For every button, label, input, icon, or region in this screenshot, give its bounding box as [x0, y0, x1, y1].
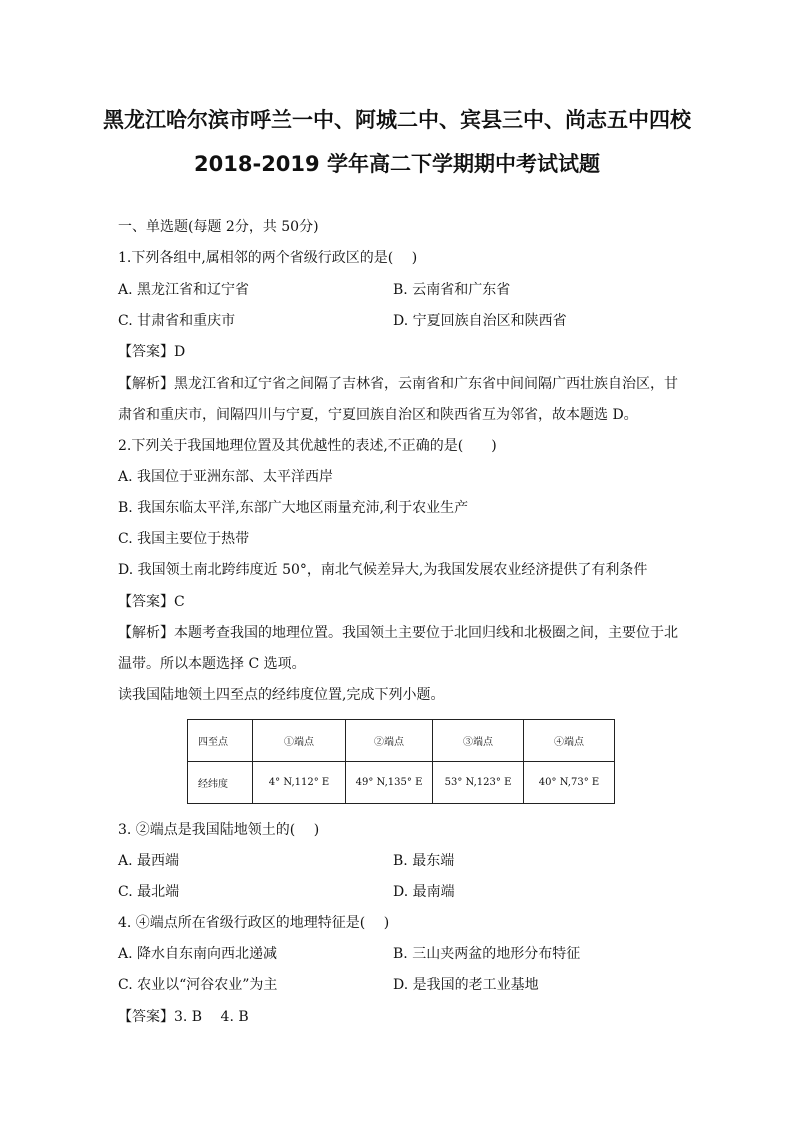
section-heading: 一、单选题(每题 2分，共 50分): [118, 219, 319, 235]
table-header-cell: 四至点: [188, 720, 253, 762]
question-1-answer: 【答案】D: [118, 344, 186, 360]
question-3-stem: 3. ②端点是我国陆地领土的( ): [118, 822, 320, 838]
table-row: [188, 762, 615, 804]
question-2-analysis-line1: 【解析】本题考查我国的地理位置。我国领土主要位于北回归线和北极圈之间，主要位于北: [118, 625, 678, 641]
question-2-option-c: C. 我国主要位于热带: [118, 531, 250, 547]
question-3-option-b: B. 最东端: [393, 853, 455, 869]
table-header-cell: ①端点: [253, 720, 346, 762]
table-cell: 经纬度: [188, 762, 253, 804]
table-intro: 读我国陆地领土四至点的经纬度位置,完成下列小题。: [118, 687, 445, 703]
question-3-option-d: D. 最南端: [393, 884, 455, 900]
table-header-cell: ②端点: [346, 720, 433, 762]
question-2-analysis-line2: 温带。所以本题选择 C 选项。: [118, 656, 306, 672]
question-4-stem: 4. ④端点所在省级行政区的地理特征是( ): [118, 915, 390, 931]
question-1-analysis-line2: 肃省和重庆市，间隔四川与宁夏，宁夏回族自治区和陕西省互为邻省，故本题选 D。: [118, 407, 638, 423]
question-4-option-c: C. 农业以“河谷农业”为主: [118, 977, 278, 993]
question-2-option-d: D. 我国领土南北跨纬度近 50°，南北气候差异大,为我国发展农业经济提供了有利条件: [118, 562, 648, 578]
table-cell: 40° N,73° E: [524, 762, 615, 804]
questions-3-4-answer: 【答案】3. B 4. B: [118, 1009, 249, 1025]
question-4-option-a: A. 降水自东南向西北递减: [118, 946, 278, 962]
question-1-option-a: A. 黑龙江省和辽宁省: [118, 282, 250, 298]
question-2-answer: 【答案】C: [118, 594, 185, 610]
table-header-cell: ④端点: [524, 720, 615, 762]
question-4-option-d: D. 是我国的老工业基地: [393, 977, 539, 993]
question-2-option-a: A. 我国位于亚洲东部、太平洋西岸: [118, 469, 334, 485]
question-2-stem: 2.下列关于我国地理位置及其优越性的表述,不正确的是( ): [118, 438, 497, 454]
question-3-option-c: C. 最北端: [118, 884, 180, 900]
document-title-line2: 2018-2019 学年高二下学期期中考试试题: [194, 152, 600, 176]
table-cell: 53° N,123° E: [433, 762, 524, 804]
table-cell: 4° N,112° E: [253, 762, 346, 804]
question-3-option-a: A. 最西端: [118, 853, 180, 869]
question-2-option-b: B. 我国东临太平洋,东部广大地区雨量充沛,利于农业生产: [118, 500, 469, 516]
question-1-option-c: C. 甘肃省和重庆市: [118, 313, 236, 329]
table-header-row: [188, 720, 615, 762]
question-1-option-d: D. 宁夏回族自治区和陕西省: [393, 313, 567, 329]
question-1-analysis-line1: 【解析】黑龙江省和辽宁省之间隔了吉林省，云南省和广东省中间间隔广西壮族自治区，甘: [118, 376, 678, 392]
table-header-cell: ③端点: [433, 720, 524, 762]
question-1-option-b: B. 云南省和广东省: [393, 282, 511, 298]
document-title-line1: 黑龙江哈尔滨市呼兰一中、阿城二中、宾县三中、尚志五中四校: [103, 108, 691, 132]
question-1-stem: 1.下列各组中,属相邻的两个省级行政区的是( ): [118, 250, 418, 266]
question-4-option-b: B. 三山夹两盆的地形分布特征: [393, 946, 581, 962]
extreme-points-table: [187, 719, 615, 804]
table-cell: 49° N,135° E: [346, 762, 433, 804]
